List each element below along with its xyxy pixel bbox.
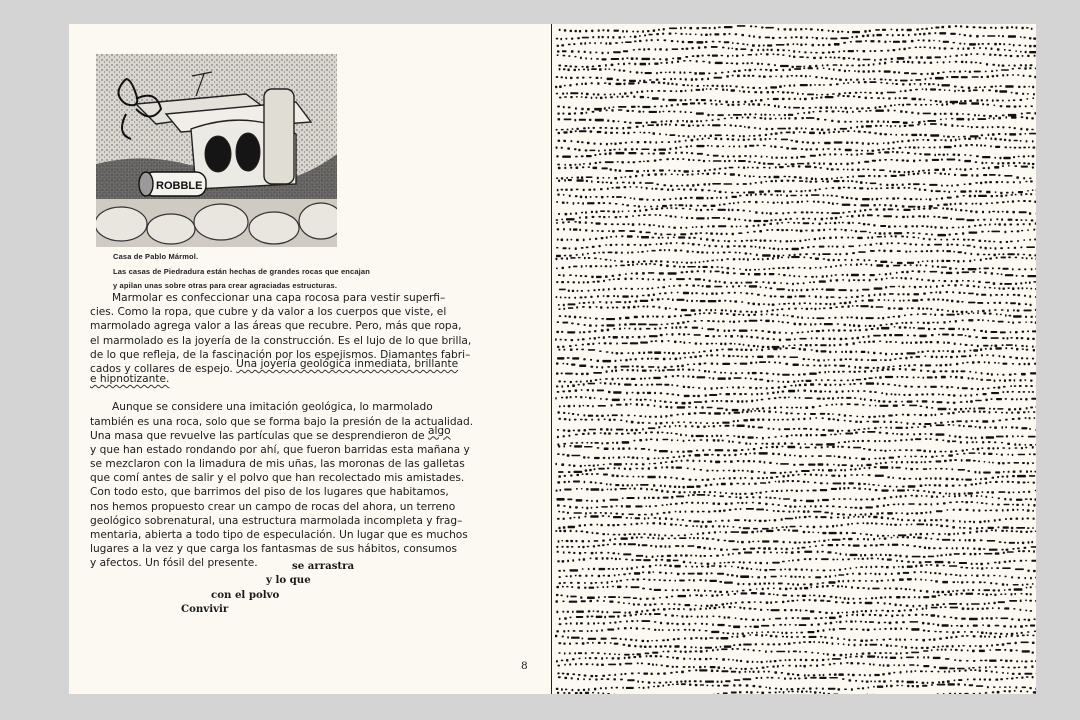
text-line: Marmolar es confeccionar una capa rocosa para vestir superfi– — [112, 292, 446, 304]
handwritten-insertion: Una joyería geológica inmediata, brillante — [236, 357, 459, 370]
body-text — [90, 291, 500, 571]
text-line: se mezclaron con la limadura de mis uñas, las moronas de las galletas — [90, 458, 465, 471]
text-line: el marmolado es la joyería de la construcción. Es el lujo de lo que brilla, — [90, 334, 472, 347]
mailbox-label: ROBBLE — [156, 180, 203, 192]
verse-line: Convivir — [181, 603, 229, 615]
book-spread — [69, 24, 1036, 694]
text-segment: Una masa que revuelve las partículas que se desprendieron de — [90, 429, 425, 442]
caption-line: Las casas de Piedradura están hechas de grandes rocas que encajan — [113, 266, 370, 276]
caption-line: Casa de Pablo Mármol. — [113, 252, 199, 261]
text-segment: cados y collares de espejo. — [90, 362, 233, 375]
text-line: lugares a la vez y que carga los fantasmas de sus hábitos, consumos — [90, 543, 457, 556]
page-number: 8 — [521, 660, 528, 672]
verse-line: y lo que — [266, 574, 311, 586]
verse-line: con el polvo — [211, 589, 280, 601]
handwritten-insertion: e hipnotizante. — [90, 373, 170, 386]
text-line: geológico sobrenatural, una estructura marmolada incompleta y frag– — [90, 514, 463, 527]
text-line: nos hemos propuesto crear un campo de rocas del ahora, un terreno — [90, 500, 456, 513]
verse-line: se arrastra — [292, 560, 355, 572]
handwritten-insertion: algo — [428, 424, 451, 437]
text-line: marmolado agrega valor a las áreas que recubre. Pero, más que ropa, — [90, 320, 462, 333]
text-line: y que han estado rondando por ahí, que fueron barridas esta mañana y — [90, 443, 470, 456]
text-line — [90, 424, 500, 443]
text-line: y afectos. Un fósil del presente. — [90, 557, 258, 570]
text-line: Aunque se considere una imitación geológica, lo marmolado — [112, 401, 433, 414]
caption-line: y apilan unas sobre otras para crear agraciadas estructuras. — [113, 281, 338, 290]
text-line — [90, 373, 500, 390]
text-line: que comí antes de salir y el polvo que han recolectado mis amistades. — [90, 472, 465, 485]
gutter-line — [551, 24, 552, 694]
left-page — [69, 24, 552, 694]
right-page-dot-pattern — [553, 24, 1036, 694]
dot-texture — [553, 24, 1036, 694]
text-line: de lo que refleja, de la fascinación por los espejismos. Diamantes fabri– — [90, 348, 471, 361]
text-line: Con todo esto, que barrimos del piso de los lugares que habitamos, — [90, 486, 449, 499]
flintstones-house-illustration — [96, 54, 337, 247]
text-line: cies. Como la ropa, que cubre y da valor a los cuerpos que viste, el — [90, 306, 447, 319]
text-line: mentaria, abierta a todo tipo de especulación. Un lugar que es muchos — [90, 529, 468, 541]
text-line: también es una roca, solo que se forma bajo la presión de la actualidad. — [90, 415, 474, 428]
figure-caption — [113, 250, 413, 294]
